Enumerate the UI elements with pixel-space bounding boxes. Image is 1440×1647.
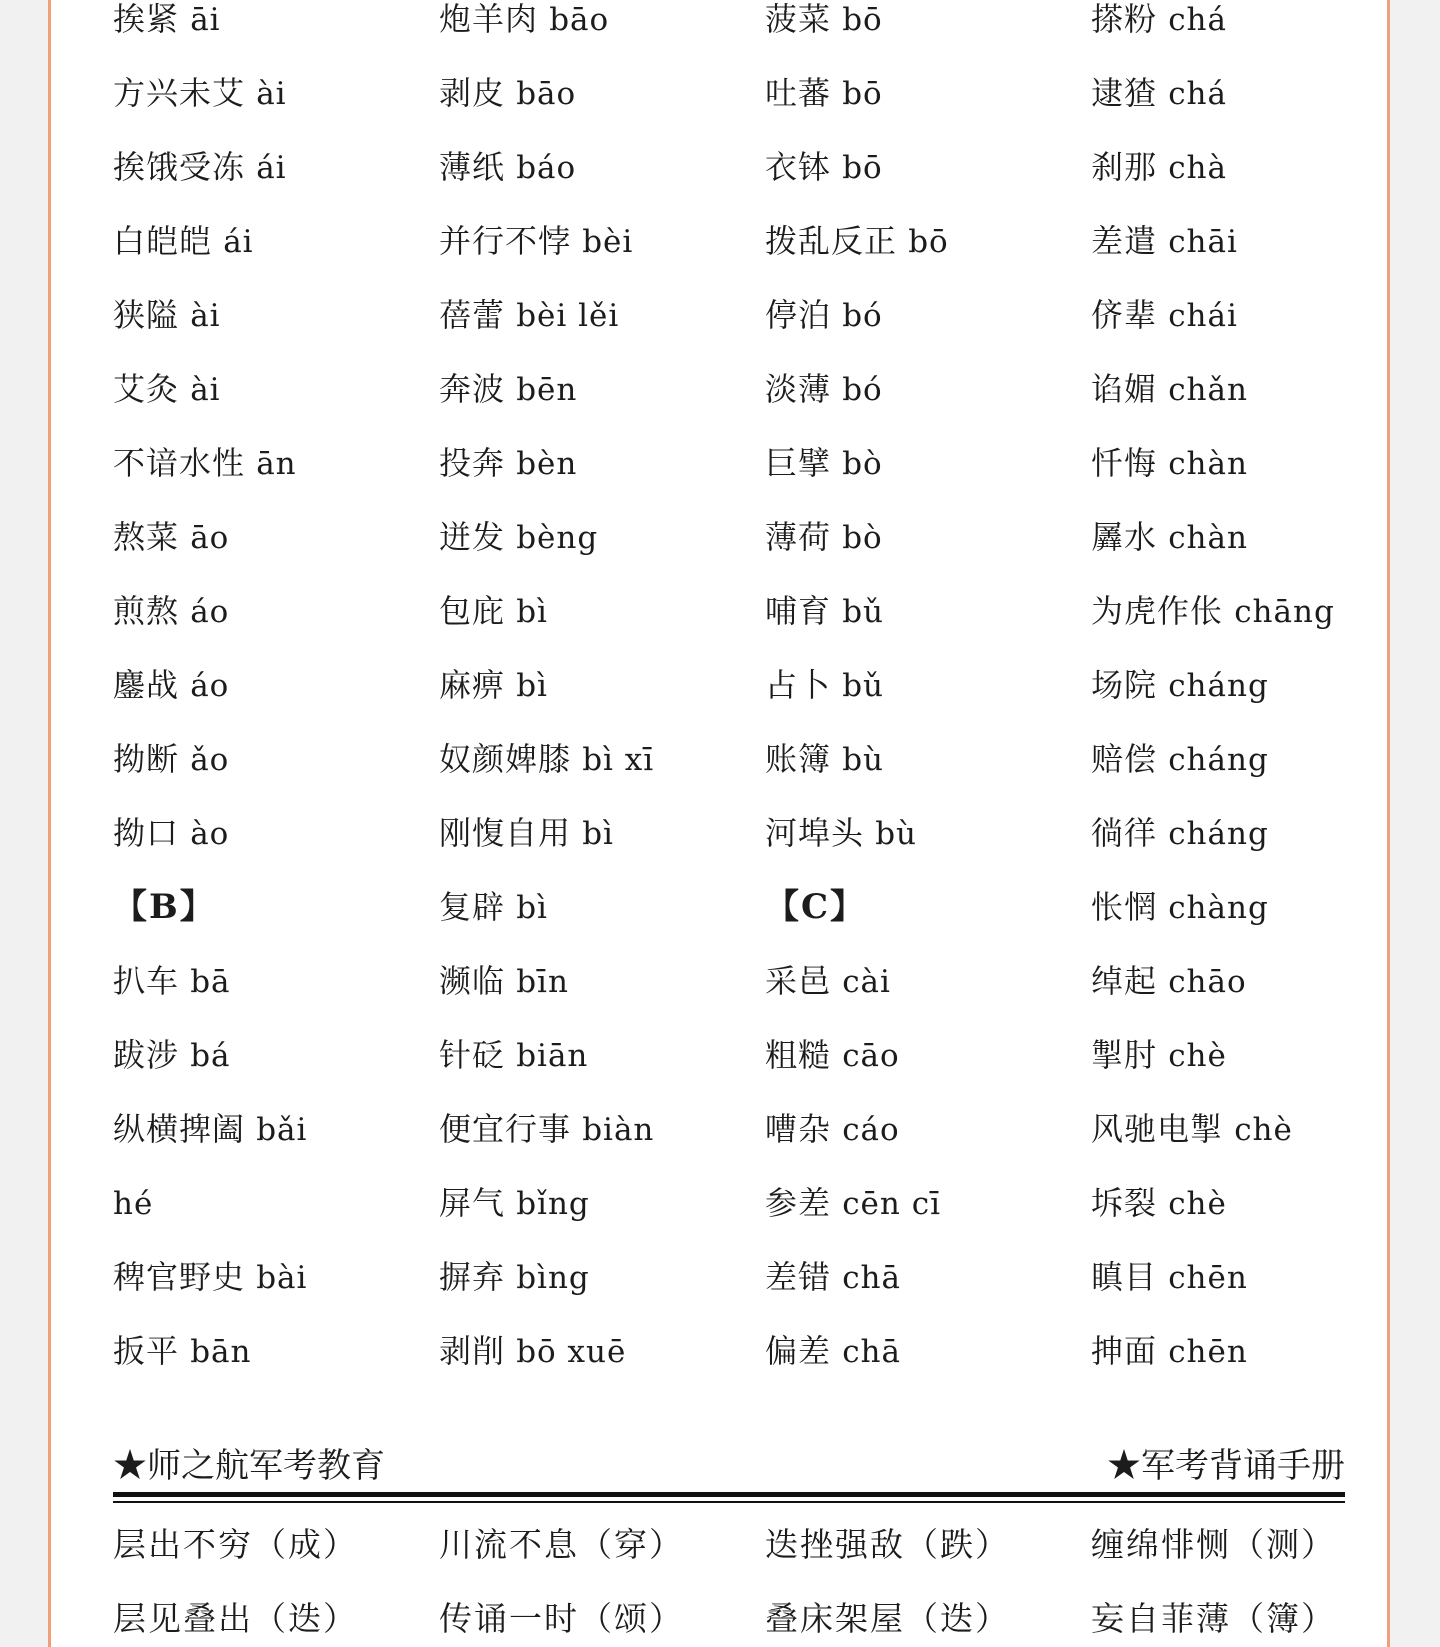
entry-word: 纵横捭阖 [113,1110,246,1148]
entry-word: 并行不悖 [439,222,572,260]
entry-word: 便宜行事 [439,1110,572,1148]
word-entry [765,944,1091,1018]
entry-pinyin: ài [256,76,287,112]
word-entry [113,1018,439,1092]
entry-pinyin: bèi lěi [516,298,620,334]
entry-pinyin: bāo [549,2,610,38]
entry-pinyin: biān [516,1038,589,1074]
entry-word: 包庇 [439,592,506,630]
entry-pinyin: bō [842,2,883,38]
word-entry [439,204,765,278]
entry-pinyin: bō xuē [516,1334,627,1370]
entry-pinyin: bèi [582,224,634,260]
entry-pinyin: chè [1234,1112,1293,1148]
entry-word: 淡薄 [765,370,832,408]
idiom-item: 层见叠出（迭） [113,1599,358,1638]
word-entry [1091,56,1390,130]
entry-word: 哺育 [765,592,832,630]
word-entry [113,944,439,1018]
word-entry [1091,426,1390,500]
entry-word: 场院 [1091,666,1158,704]
entry-word: 刹那 [1091,148,1158,186]
word-entry [765,1240,1091,1314]
entry-pinyin: bì [516,890,548,926]
entry-word: 蓓蕾 [439,296,506,334]
entry-pinyin: chái [1168,298,1238,334]
entry-word: 逮猹 [1091,74,1158,112]
entry-word: 谄媚 [1091,370,1158,408]
section-heading: 【B】 [113,887,216,927]
entry-pinyin: āi [190,2,221,38]
entry-pinyin: cáo [842,1112,900,1148]
idiom-item: 缠绵悱恻（测） [1091,1525,1336,1564]
entry-pinyin: āo [190,520,230,556]
idiom-table [113,1508,1353,1647]
entry-pinyin: ào [190,816,230,852]
word-entry [1091,1166,1390,1240]
entry-word: 扳平 [113,1332,180,1370]
entry-word: 忏悔 [1091,444,1158,482]
entry-pinyin: cháng [1168,816,1269,852]
entry-word: 搽粉 [1091,0,1158,38]
entry-pinyin: ái [256,150,287,186]
word-entry [113,574,439,648]
word-entry [439,130,765,204]
word-entry [113,648,439,722]
entry-pinyin: bèn [516,446,578,482]
entry-pinyin: bó [842,298,883,334]
word-entry [1091,648,1390,722]
entry-pinyin: bó [842,372,883,408]
entry-word: 吐蕃 [765,74,832,112]
entry-pinyin: áo [190,594,230,630]
column-2 [439,0,765,1388]
idiom-item: 川流不息（穿） [439,1525,684,1564]
entry-pinyin: ài [190,372,221,408]
entry-word: 屏气 [439,1184,506,1222]
entry-word: 占卜 [765,666,832,704]
word-entry [765,130,1091,204]
word-entry [439,426,765,500]
entry-pinyin: bìng [516,1260,590,1296]
entry-word: 挨饿受冻 [113,148,246,186]
entry-word: 熬菜 [113,518,180,556]
entry-pinyin: bì [516,594,548,630]
entry-word: 迸发 [439,518,506,556]
word-entry [439,0,765,56]
entry-word: 针砭 [439,1036,506,1074]
word-entry [113,1092,439,1166]
word-entry [765,56,1091,130]
entry-word: 羼水 [1091,518,1158,556]
entry-word: 不谙水性 [113,444,246,482]
entry-word: 摒弃 [439,1258,506,1296]
entry-pinyin: báo [516,150,577,186]
entry-word: 粗糙 [765,1036,832,1074]
word-entry [113,500,439,574]
word-entry [439,1240,765,1314]
word-entry [1091,574,1390,648]
left-margin-shadow [0,0,48,1647]
entry-pinyin: chàn [1168,520,1248,556]
entry-pinyin: chè [1168,1038,1227,1074]
entry-pinyin: chá [1168,76,1227,112]
entry-word: 掣肘 [1091,1036,1158,1074]
entry-pinyin: bō [908,224,949,260]
entry-pinyin: chà [1168,150,1227,186]
entry-pinyin: cháng [1168,742,1269,778]
entry-pinyin: ái [223,224,254,260]
document-page [48,0,1390,1647]
word-entry [765,500,1091,574]
entry-pinyin: bá [190,1038,231,1074]
word-entry [113,796,439,870]
entry-word: 坼裂 [1091,1184,1158,1222]
word-entry [765,352,1091,426]
word-entry [113,204,439,278]
pronunciation-table [113,0,1353,1388]
entry-word: 账簿 [765,740,832,778]
entry-word: 复辟 [439,888,506,926]
entry-pinyin: chāo [1168,964,1247,1000]
entry-pinyin: chè [1168,1186,1227,1222]
entry-word: 剥削 [439,1332,506,1370]
word-entry [439,722,765,796]
entry-word: 方兴未艾 [113,74,246,112]
entry-pinyin: cài [842,964,891,1000]
column-3 [765,0,1091,1388]
word-entry [439,870,765,944]
entry-word: 拗断 [113,740,180,778]
entry-word: 煎熬 [113,592,180,630]
idiom-item: 叠床架屋（迭） [765,1599,1010,1638]
idiom-item: 妄自菲薄（簿） [1091,1599,1336,1638]
word-entry [765,648,1091,722]
entry-word: 鏖战 [113,666,180,704]
entry-word: 薄荷 [765,518,832,556]
entry-word: 白皑皑 [113,222,213,260]
word-entry [1091,1240,1390,1314]
word-entry [1091,278,1390,352]
entry-word: 参差 [765,1184,832,1222]
entry-pinyin: bīn [516,964,569,1000]
word-entry [113,722,439,796]
entry-pinyin: ài [190,298,221,334]
entry-word: 偏差 [765,1332,832,1370]
entry-pinyin: bǐng [516,1186,590,1222]
word-entry [113,1314,439,1388]
entry-word: 嘈杂 [765,1110,832,1148]
word-entry [439,796,765,870]
entry-word: 巨擘 [765,444,832,482]
word-entry [1091,1092,1390,1166]
word-entry [1091,204,1390,278]
entry-word: 奔波 [439,370,506,408]
entry-pinyin: hé [113,1186,154,1222]
entry-pinyin: bō [842,76,883,112]
word-entry [439,56,765,130]
entry-pinyin: bǎi [256,1112,308,1148]
entry-word: 拗口 [113,814,180,852]
entry-word: 怅惘 [1091,888,1158,926]
word-entry [765,796,1091,870]
entry-pinyin: chā [842,1260,901,1296]
word-entry [765,1092,1091,1166]
word-entry [113,1240,439,1314]
word-entry [765,1018,1091,1092]
entry-pinyin: ān [256,446,297,482]
word-entry [439,1314,765,1388]
entry-word: 河埠头 [765,814,865,852]
word-entry [1091,0,1390,56]
entry-word: 跋涉 [113,1036,180,1074]
word-entry [765,1166,1091,1240]
entry-word: 扒车 [113,962,180,1000]
word-entry [439,944,765,1018]
idiom-item: 传诵一时（颂） [439,1599,684,1638]
footer-thick-rule [113,1492,1345,1497]
entry-word: 侪辈 [1091,296,1158,334]
entry-pinyin: bēn [516,372,578,408]
word-entry [439,1092,765,1166]
word-entry [765,278,1091,352]
word-entry [113,352,439,426]
entry-word: 炮羊肉 [439,0,539,38]
entry-word: 风驰电掣 [1091,1110,1224,1148]
entry-word: 赔偿 [1091,740,1158,778]
word-entry [1091,1314,1390,1388]
word-entry [439,1166,765,1240]
entry-pinyin: bì [582,816,614,852]
entry-pinyin: chàng [1168,890,1269,926]
entry-word: 狭隘 [113,296,180,334]
word-entry [1091,352,1390,426]
entry-word: 濒临 [439,962,506,1000]
entry-word: 剥皮 [439,74,506,112]
entry-pinyin: bān [190,1334,252,1370]
entry-pinyin: cēn cī [842,1186,941,1222]
word-entry [1091,870,1390,944]
entry-pinyin: biàn [582,1112,655,1148]
footer-right-label: ★军考背诵手册 [1107,1446,1345,1486]
entry-pinyin: bā [190,964,231,1000]
word-entry [113,278,439,352]
entry-word: 抻面 [1091,1332,1158,1370]
entry-pinyin: chá [1168,2,1227,38]
entry-pinyin: bì [516,668,548,704]
entry-pinyin: chāi [1168,224,1238,260]
entry-word: 采邑 [765,962,832,1000]
entry-pinyin: chàn [1168,446,1248,482]
entry-word: 徜徉 [1091,814,1158,852]
word-entry [1091,500,1390,574]
entry-word: 菠菜 [765,0,832,38]
word-entry [113,56,439,130]
entry-word: 停泊 [765,296,832,334]
entry-pinyin: bù [875,816,917,852]
entry-word: 为虎作伥 [1091,592,1224,630]
word-entry [113,426,439,500]
entry-word: 麻痹 [439,666,506,704]
right-margin-shadow [1390,0,1440,1647]
entry-pinyin: chā [842,1334,901,1370]
word-entry [1091,796,1390,870]
entry-word: 投奔 [439,444,506,482]
column-4 [1091,0,1390,1388]
word-entry [439,278,765,352]
entry-pinyin: bāo [516,76,577,112]
entry-pinyin: áo [190,668,230,704]
entry-word: 绰起 [1091,962,1158,1000]
entry-pinyin: chǎn [1168,372,1248,408]
word-entry [439,1018,765,1092]
word-entry [765,426,1091,500]
entry-word: 挨紧 [113,0,180,38]
word-entry [765,0,1091,56]
entry-pinyin: chēn [1168,1260,1248,1296]
word-entry [1091,722,1390,796]
word-entry [113,0,439,56]
entry-word: 瞋目 [1091,1258,1158,1296]
word-entry [439,648,765,722]
entry-pinyin: bǔ [842,594,884,630]
entry-pinyin: bù [842,742,884,778]
column-1 [113,0,439,1388]
entry-word: 衣钵 [765,148,832,186]
word-entry [1091,1018,1390,1092]
entry-pinyin: bài [256,1260,308,1296]
entry-pinyin: bò [842,446,883,482]
entry-word: 奴颜婢膝 [439,740,572,778]
entry-pinyin: bǔ [842,668,884,704]
entry-pinyin: bì xī [582,742,655,778]
entry-pinyin: chāng [1234,594,1335,630]
entry-pinyin: ǎo [190,742,230,778]
entry-word: 刚愎自用 [439,814,572,852]
entry-word: 薄纸 [439,148,506,186]
word-entry [1091,130,1390,204]
word-entry [765,722,1091,796]
entry-word: 稗官野史 [113,1258,246,1296]
entry-pinyin: bèng [516,520,599,556]
entry-word: 差遣 [1091,222,1158,260]
footer-thin-rule [113,1501,1345,1503]
word-entry [765,574,1091,648]
entry-pinyin: cháng [1168,668,1269,704]
word-entry [439,574,765,648]
word-entry [439,500,765,574]
word-entry [439,352,765,426]
entry-pinyin: bō [842,150,883,186]
word-entry [765,1314,1091,1388]
entry-pinyin: cāo [842,1038,900,1074]
word-entry [765,204,1091,278]
word-entry [1091,944,1390,1018]
footer-left-label: ★师之航军考教育 [113,1446,385,1486]
entry-word: 拨乱反正 [765,222,898,260]
idiom-item: 层出不穷（成） [113,1525,358,1564]
entry-pinyin: bò [842,520,883,556]
section-heading: 【C】 [765,887,867,927]
idiom-item: 迭挫强敌（跌） [765,1525,1010,1564]
entry-word: 差错 [765,1258,832,1296]
entry-word: 艾灸 [113,370,180,408]
word-entry [113,1166,439,1240]
entry-pinyin: chēn [1168,1334,1248,1370]
word-entry [113,130,439,204]
page-footer [113,1438,1345,1488]
